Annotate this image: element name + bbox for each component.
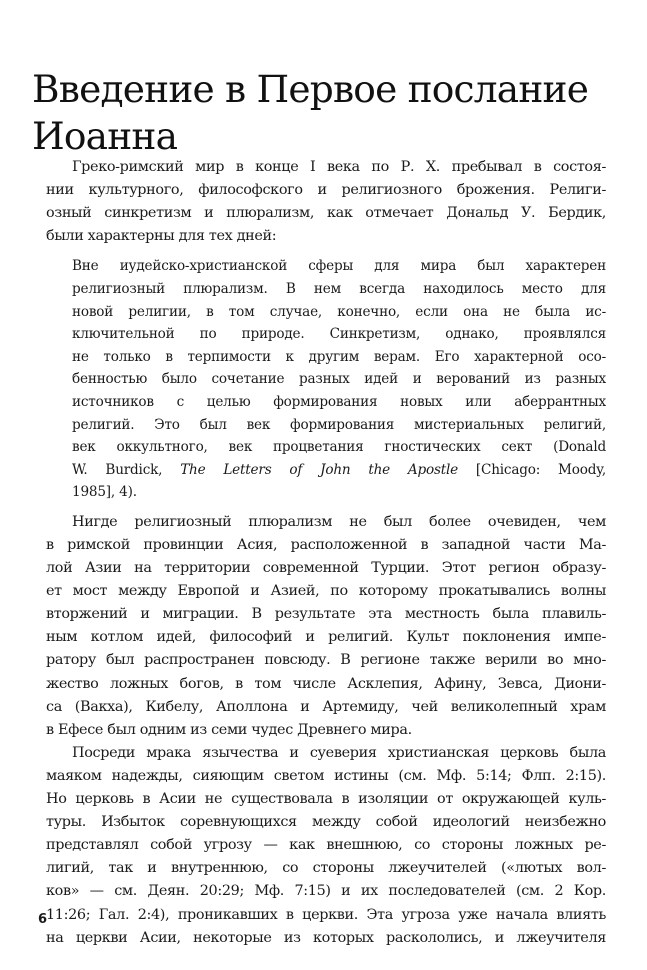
paragraph-asia <box>46 511 606 742</box>
chapter-title <box>32 66 622 160</box>
text-line: на церкви Асии, некоторые из которых раскололись, и лжеучителя <box>46 929 606 946</box>
citation-prefix: W. Burdick, <box>72 461 181 478</box>
quote-line: 1985], 4). <box>72 484 137 501</box>
text-line: нии культурного, философского и религиозного брожения. Религи- <box>46 182 606 199</box>
quote-citation-line <box>72 459 606 482</box>
chapter-title-line-1: Введение в Первое послание <box>32 67 589 111</box>
text-line: лой Азии на территории современной Турции. Этот регион образу- <box>46 560 606 577</box>
text-line: Но церковь в Асии не существовала в изоляции от окружающей куль- <box>46 791 606 808</box>
text-line: 11:26; Гал. 2:4), проникавших в церкви. Эта угроза уже начала влиять <box>46 906 606 923</box>
block-quote <box>46 255 606 504</box>
paragraph-church <box>46 742 606 950</box>
text-line: Греко-римский мир в конце I века по Р. Х. пребывал в состоя- <box>72 159 606 175</box>
quote-line: религиозный плюрализм. В нем всегда находилось место для <box>72 280 606 297</box>
text-line: лигий, так и внутреннюю, со стороны лжеучителей («лютых вол- <box>46 860 606 877</box>
body-text <box>46 156 606 950</box>
quote-line: не только в терпимости к другим верам. Его характерной осо- <box>72 348 606 365</box>
text-line: вторжений и миграции. В результате эта местность была плавиль- <box>46 606 606 623</box>
text-line: были характерны для тех дней: <box>46 228 277 245</box>
quote-line: Вне иудейско-христианской сферы для мира был характерен <box>72 258 606 275</box>
citation-suffix: [Chicago: Moody, <box>458 461 607 478</box>
paragraph-intro <box>46 156 606 248</box>
text-line: ков» — см. Деян. 20:29; Мф. 7:15) и их последователей (см. 2 Кор. <box>46 883 606 900</box>
quote-line: новой религии, в том случае, конечно, если она не была ис- <box>72 303 606 320</box>
quote-line: век оккультного, век процветания гностических сект (Donald <box>72 439 606 456</box>
text-line: Нигде религиозный плюрализм не был более очевиден, чем <box>72 513 606 530</box>
text-line: ным котлом идей, философий и религий. Культ поклонения импе- <box>46 629 606 646</box>
quote-line: источников с целью формирования новых или аберрантных <box>72 393 606 410</box>
text-line: в Ефесе был одним из семи чудес Древнего мира. <box>46 721 412 738</box>
text-line: жество ложных богов, в том числе Асклепия, Афину, Зевса, Диони- <box>46 675 606 692</box>
text-line: ратору был распространен повсюду. В регионе также верили во мно- <box>46 652 606 669</box>
page-number: 6 <box>38 912 48 927</box>
text-line: в римской провинции Асия, расположенной в западной части Ма- <box>46 537 606 553</box>
text-line: туры. Избыток соревнующихся между собой идеологий неизбежно <box>46 814 606 831</box>
quote-line: религий. Это был век формирования мистериальных религий, <box>72 416 606 433</box>
text-line: озный синкретизм и плюрализм, как отмечает Дональд У. Бердик, <box>46 205 606 222</box>
citation-book-title: The Letters of John the Apostle <box>180 461 459 478</box>
text-line: ет мост между Европой и Азией, по которому прокатывались волны <box>46 583 606 600</box>
text-line: Посреди мрака язычества и суеверия христианская церковь была <box>72 744 606 761</box>
text-line: маяком надежды, сияющим светом истины (см. Мф. 5:14; Флп. 2:15). <box>46 767 606 784</box>
quote-line: бенностью было сочетание разных идей и верований из разных <box>72 371 606 388</box>
quote-line: ключительной по природе. Синкретизм, однако, проявлялся <box>72 326 606 343</box>
text-line: представлял собой угрозу — как внешнюю, со стороны ложных ре- <box>46 837 606 854</box>
chapter-title-line-2: Иоанна <box>32 114 178 158</box>
text-line: са (Вакха), Кибелу, Аполлона и Артемиду, чей великолепный храм <box>46 698 606 715</box>
